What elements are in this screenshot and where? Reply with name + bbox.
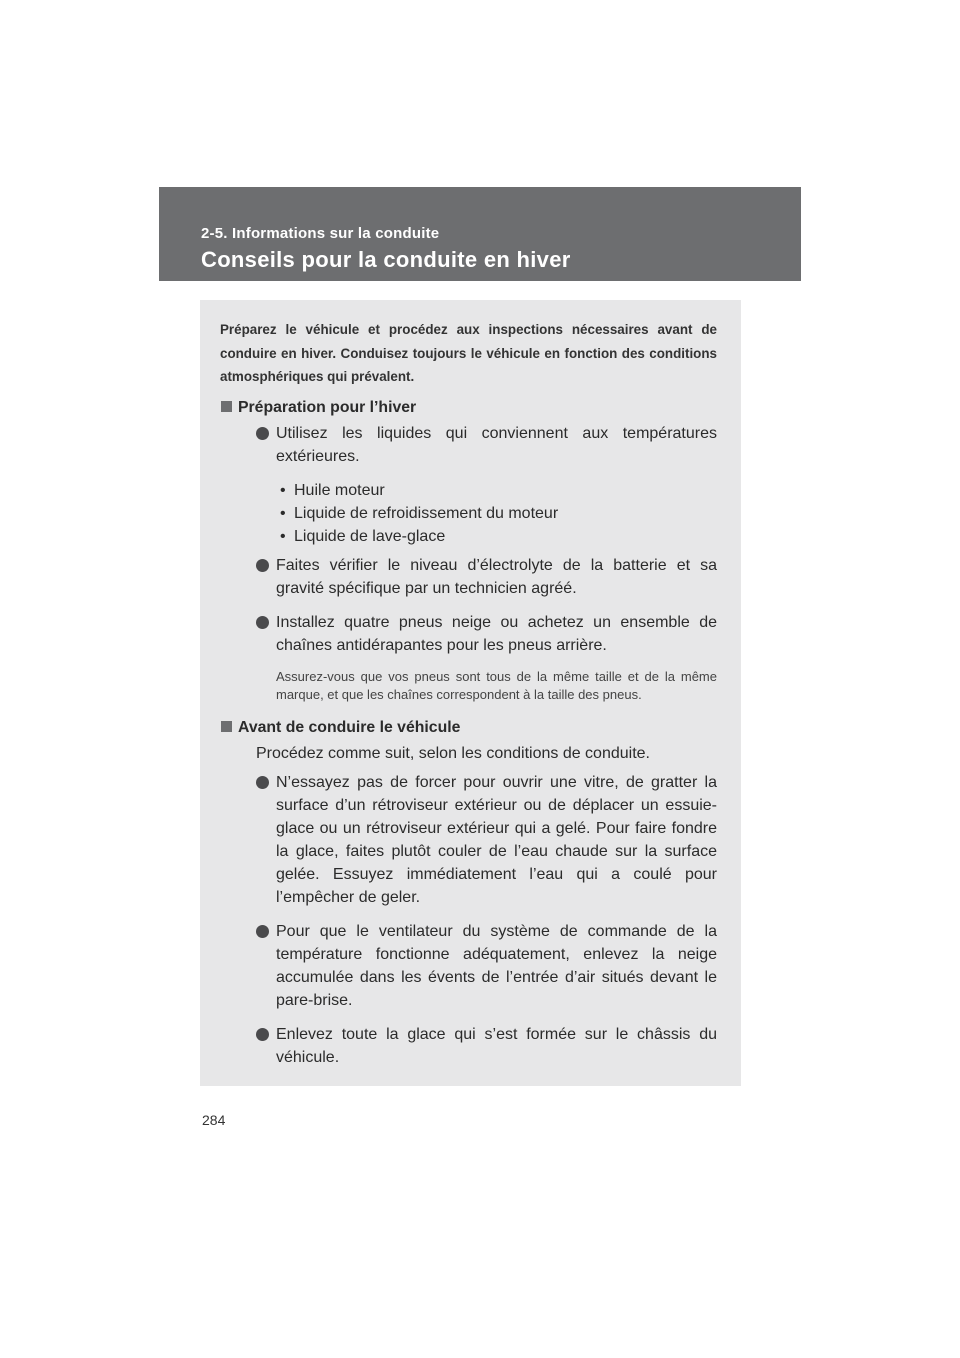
content-box xyxy=(200,300,741,1086)
bullet-text: Pour que le ventilateur du système de commande de la température fonctionne adéquatement, enlevez la neige accumulée dans les évents de l’entrée d’air situés devant le pare-brise. xyxy=(276,922,717,1009)
section-description: Procédez comme suit, selon les conditions de conduite. xyxy=(256,744,650,762)
section-heading-winter-prep xyxy=(220,396,717,419)
square-bullet-icon xyxy=(221,721,232,732)
circle-bullet-icon xyxy=(256,559,269,572)
section-heading-text: Avant de conduire le véhicule xyxy=(238,718,461,736)
fluid-list xyxy=(220,479,717,548)
bullet-text: Faites vérifier le niveau d’électrolyte de la batterie et sa gravité spécifique par un technicien agréé. xyxy=(276,556,717,597)
section-heading-text: Préparation pour l’hiver xyxy=(238,398,417,416)
bullet-text: Utilisez les liquides qui conviennent aux températures extérieures. xyxy=(276,424,717,465)
circle-bullet-icon xyxy=(256,427,269,440)
intro-paragraph: Préparez le véhicule et procédez aux inspections nécessaires avant de conduire en hiver. Conduisez toujours le véhicule en fonction des conditions atmosphériques qui prévalent. xyxy=(220,322,717,384)
circle-bullet-icon xyxy=(256,1028,269,1041)
note-text: Assurez-vous que vos pneus sont tous de la même taille et de la même marque, et que les chaînes correspondent à la taille des pneus. xyxy=(276,668,717,702)
chapter-header xyxy=(159,187,801,281)
bullet-text: Installez quatre pneus neige ou achetez un ensemble de chaînes antidérapantes pour les pneus arrière. xyxy=(276,613,717,654)
circle-bullet-icon xyxy=(256,776,269,789)
bullet-item xyxy=(220,554,717,600)
bullet-item xyxy=(220,1023,717,1069)
list-item: • Huile moteur xyxy=(276,479,717,502)
circle-bullet-icon xyxy=(256,616,269,629)
section-label: 2-5. Informations sur la conduite xyxy=(201,225,440,242)
bullet-item xyxy=(220,920,717,1012)
list-item: • Liquide de lave-glace xyxy=(276,525,717,548)
bullet-item xyxy=(220,422,717,468)
page-number: 284 xyxy=(202,1112,226,1128)
section-heading-before-driving xyxy=(220,716,717,739)
bullet-text: N’essayez pas de forcer pour ouvrir une vitre, de gratter la surface d’un rétroviseur extérieur ou de déplacer un essuie-glace ou un rétroviseur extérieur qui a gelé. Pour faire fondre la glace, faites plutôt couler de l’eau chaude sur la surface gelée. Essuyez immédiatement l’eau qui a coulé pour l’empêcher de geler. xyxy=(276,773,717,906)
circle-bullet-icon xyxy=(256,925,269,938)
bullet-text: Enlevez toute la glace qui s’est formée sur le châssis du véhicule. xyxy=(276,1025,717,1066)
square-bullet-icon xyxy=(221,401,232,412)
list-item: • Liquide de refroidissement du moteur xyxy=(276,502,717,525)
bullet-item xyxy=(220,611,717,657)
page-title: Conseils pour la conduite en hiver xyxy=(201,247,571,272)
bullet-item xyxy=(220,771,717,909)
